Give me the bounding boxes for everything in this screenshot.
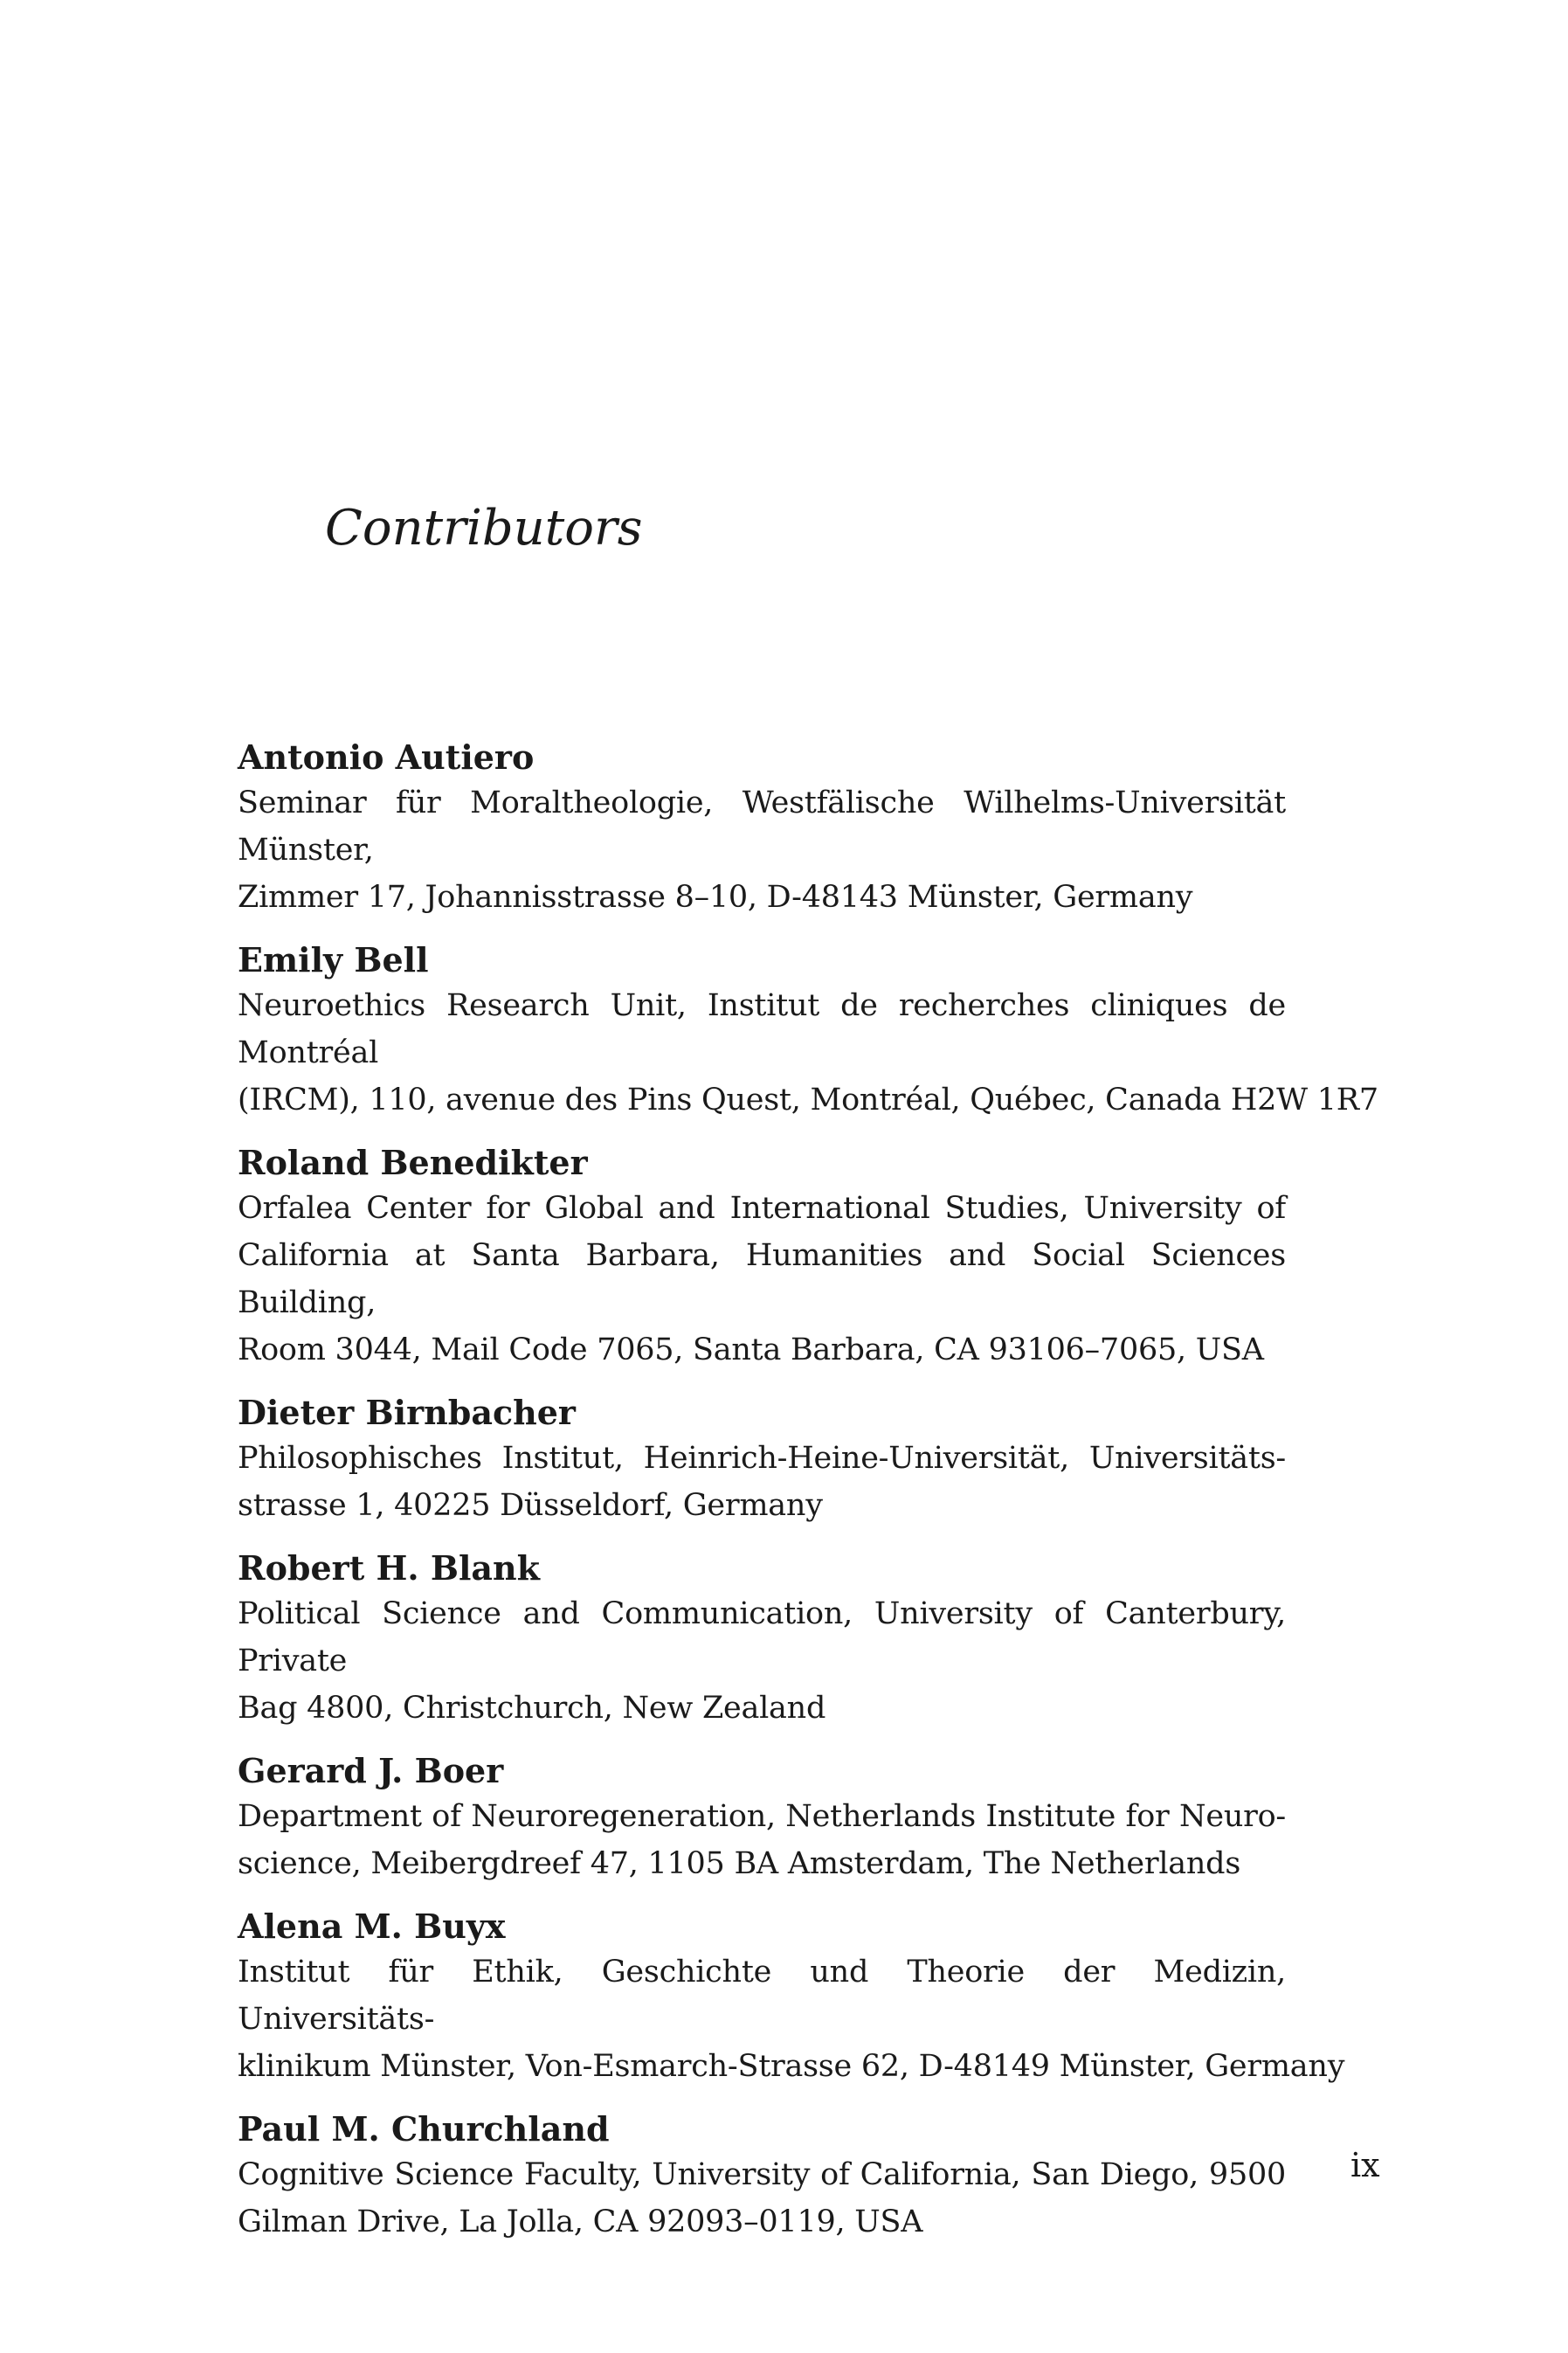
affiliation-line: Neuroethics Research Unit, Institut de recherches cliniques de Montréal: [238, 988, 1286, 1070]
contributor-name: Paul M. Churchland: [238, 2109, 610, 2149]
affiliation-line: Gilman Drive, La Jolla, CA 92093–0119, USA: [238, 2204, 923, 2239]
page-number: ix: [1350, 2146, 1380, 2184]
contributor-name: Emily Bell: [238, 940, 429, 979]
contributor-name: Roland Benedikter: [238, 1143, 588, 1182]
affiliation-line: Philosophisches Institut, Heinrich-Heine-Universität, Universitäts-: [238, 1441, 1286, 1476]
affiliation-line: (IRCM), 110, avenue des Pins Quest, Montréal, Québec, Canada H2W 1R7: [238, 1083, 1378, 1118]
contributor-name: Alena M. Buyx: [238, 1907, 506, 1946]
contributor-name: Robert H. Blank: [238, 1548, 540, 1588]
affiliation-line: Seminar für Moraltheologie, Westfälische Wilhelms-Universität Münster,: [238, 785, 1286, 868]
contributor-affiliation: [238, 1185, 1286, 1374]
affiliation-line: strasse 1, 40225 Düsseldorf, Germany: [238, 1488, 823, 1523]
contributor-name: Antonio Autiero: [238, 737, 535, 777]
contributor-entry: [238, 2107, 1286, 2246]
contributor-entry: [238, 1905, 1345, 2090]
affiliation-line: Bag 4800, Christchurch, New Zealand: [238, 1691, 826, 1726]
affiliation-line: Room 3044, Mail Code 7065, Santa Barbara, CA 93106–7065, USA: [238, 1332, 1264, 1367]
contributor-entry: [238, 1547, 1286, 1732]
contributor-name: Dieter Birnbacher: [238, 1393, 576, 1432]
affiliation-line: science, Meibergdreef 47, 1105 BA Amsterdam, The Netherlands: [238, 1846, 1241, 1881]
affiliation-line: Zimmer 17, Johannisstrasse 8–10, D-48143 Münster, Germany: [238, 880, 1193, 915]
contributor-affiliation: [238, 1948, 1345, 2090]
page-title: Contributors: [325, 500, 643, 557]
contributor-entry: [238, 1141, 1286, 1374]
affiliation-line: klinikum Münster, Von-Esmarch-Strasse 62, D-48149 Münster, Germany: [238, 2049, 1345, 2084]
affiliation-line: Political Science and Communication, University of Canterbury, Private: [238, 1596, 1286, 1678]
contributor-entry: [238, 1391, 1286, 1529]
contributor-affiliation: [238, 779, 1286, 921]
contributor-affiliation: [238, 1590, 1286, 1732]
contributor-affiliation: [238, 982, 1378, 1124]
contributor-entry: [238, 736, 1286, 921]
affiliation-line: Cognitive Science Faculty, University of California, San Diego, 9500: [238, 2157, 1286, 2192]
contributor-entry: [238, 938, 1378, 1124]
contributor-entry: [238, 1749, 1286, 1887]
affiliation-line: Department of Neuroregeneration, Netherlands Institute for Neuro-: [238, 1799, 1286, 1834]
contributor-affiliation: [238, 2151, 1286, 2246]
affiliation-line: Orfalea Center for Global and International Studies, University of: [238, 1191, 1286, 1226]
contributor-affiliation: [238, 1793, 1286, 1887]
contributor-name: Gerard J. Boer: [238, 1751, 504, 1790]
affiliation-line: Institut für Ethik, Geschichte und Theorie der Medizin, Universitäts-: [238, 1955, 1286, 2037]
contributor-affiliation: [238, 1435, 1286, 1529]
affiliation-line: California at Santa Barbara, Humanities and Social Sciences Building,: [238, 1238, 1286, 1320]
